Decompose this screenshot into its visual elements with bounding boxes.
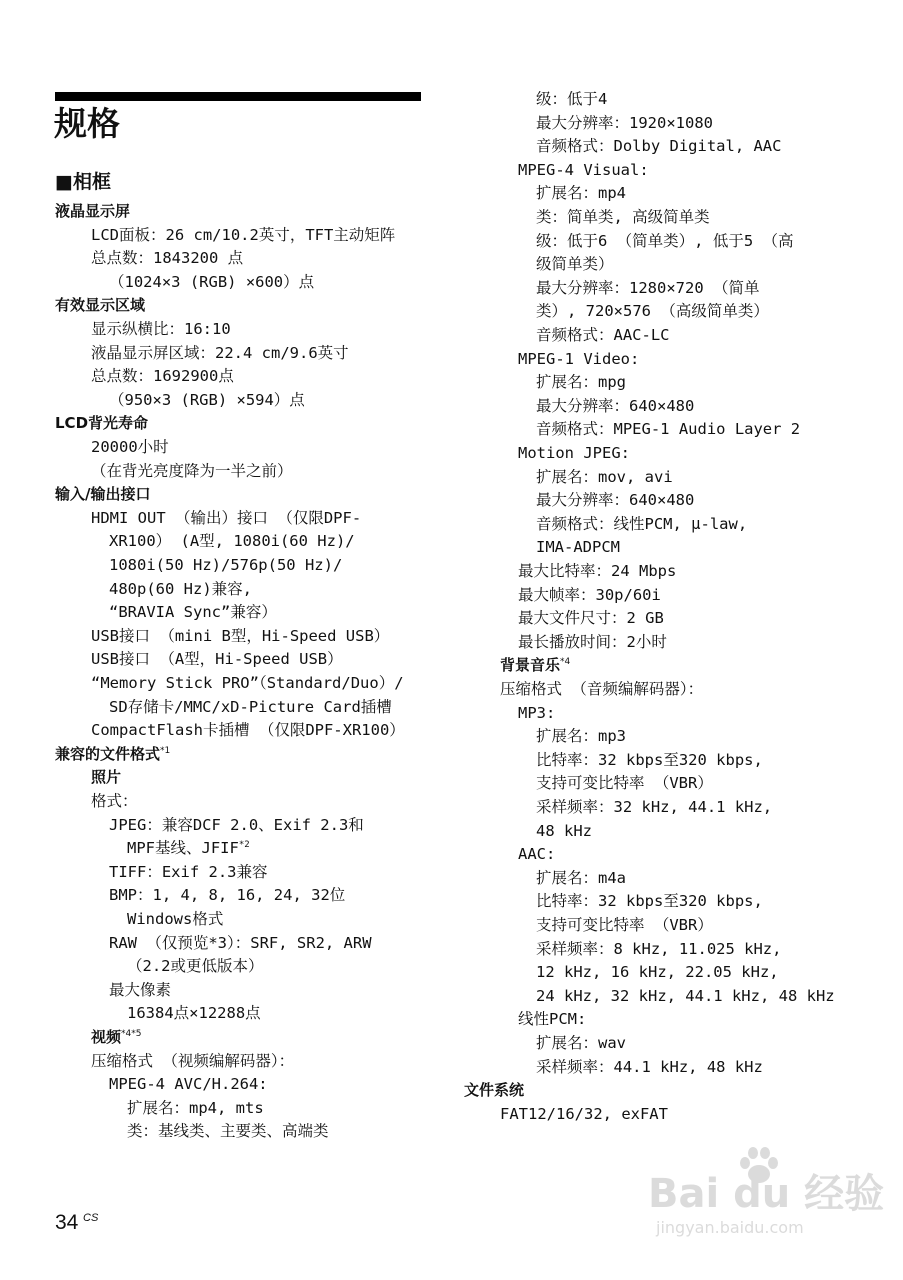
spec-line bbox=[91, 790, 138, 812]
spec-line bbox=[536, 1056, 763, 1078]
spec-text: 液晶显示屏区域：22.4 cm/9.6英寸 bbox=[91, 343, 349, 362]
spec-line bbox=[518, 702, 555, 724]
spec-line bbox=[536, 725, 626, 747]
spec-line bbox=[127, 837, 250, 859]
spec-text: ■相框 bbox=[55, 171, 111, 193]
spec-text: Windows格式 bbox=[127, 910, 224, 928]
spec-line bbox=[518, 631, 667, 653]
spec-heading bbox=[55, 743, 170, 765]
spec-line bbox=[536, 371, 626, 393]
spec-line bbox=[91, 1050, 294, 1072]
spec-line bbox=[518, 607, 664, 629]
spec-text: 最大分辨率：1920×1080 bbox=[536, 113, 713, 132]
spec-line bbox=[518, 1008, 586, 1030]
spec-subheading bbox=[91, 1026, 141, 1048]
spec-text: 音频格式：MPEG-1 Audio Layer 2 bbox=[536, 420, 801, 439]
spec-line bbox=[518, 584, 661, 606]
spec-line bbox=[500, 1103, 668, 1125]
spec-text: 类：简单类, 高级简单类 bbox=[536, 208, 710, 226]
spec-text: “BRAVIA Sync”兼容） bbox=[109, 603, 277, 622]
spec-text: LCD背光寿命 bbox=[55, 414, 149, 433]
spec-line bbox=[127, 955, 264, 977]
spec-text: 扩展名：mp4, mts bbox=[127, 1098, 264, 1117]
spec-line bbox=[109, 861, 267, 883]
spec-text: 1080i(50 Hz)/576p(50 Hz)/ bbox=[109, 556, 343, 574]
spec-line bbox=[518, 348, 639, 370]
spec-text: 总点数：1692900点 bbox=[91, 367, 234, 386]
spec-text: 最大文件尺寸：2 GB bbox=[518, 609, 664, 628]
spec-line bbox=[536, 536, 620, 558]
spec-text: USB接口 （A型，Hi-Speed USB） bbox=[91, 650, 343, 669]
spec-line bbox=[536, 489, 694, 511]
spec-line bbox=[109, 884, 345, 906]
spec-line bbox=[536, 985, 835, 1007]
spec-line bbox=[500, 678, 703, 700]
spec-line bbox=[536, 206, 710, 228]
page-language-code: CS bbox=[83, 1212, 99, 1224]
spec-text: 扩展名：mpg bbox=[536, 373, 626, 392]
spec-line bbox=[91, 224, 395, 246]
spec-line bbox=[91, 460, 293, 482]
spec-line bbox=[536, 820, 592, 842]
spec-text: 比特率：32 kbps至320 kbps, bbox=[536, 892, 763, 911]
spec-line bbox=[109, 814, 364, 836]
spec-line bbox=[91, 507, 361, 529]
spec-text: 背景音乐 bbox=[500, 656, 561, 675]
spec-line bbox=[518, 560, 676, 582]
spec-text: FAT12/16/32, exFAT bbox=[500, 1104, 668, 1123]
spec-line bbox=[109, 1073, 268, 1095]
spec-text: MPEG-1 Video: bbox=[518, 349, 640, 368]
spec-line bbox=[109, 271, 314, 293]
spec-text: 支持可变比特率 （VBR） bbox=[536, 774, 713, 793]
spec-text: 16384点×12288点 bbox=[127, 1004, 261, 1023]
spec-text: （950×3 (RGB) ×594）点 bbox=[109, 390, 305, 409]
spec-text: 兼容的文件格式 bbox=[55, 744, 161, 763]
spec-text: 线性PCM: bbox=[518, 1010, 587, 1029]
spec-text: Motion JPEG: bbox=[518, 444, 630, 462]
spec-line bbox=[127, 1097, 264, 1119]
spec-text: MPEG-4 AVC/H.264: bbox=[109, 1075, 268, 1094]
spec-text: 输入/输出接口 bbox=[55, 485, 151, 504]
spec-heading bbox=[55, 294, 145, 316]
spec-text: 级简单类） bbox=[536, 255, 614, 274]
spec-line bbox=[91, 672, 404, 694]
spec-text: 扩展名：mp4 bbox=[536, 184, 626, 203]
spec-line bbox=[127, 908, 223, 930]
spec-line bbox=[91, 365, 234, 387]
spec-line bbox=[109, 530, 355, 552]
spec-text: 最大分辨率：640×480 bbox=[536, 491, 695, 510]
spec-line bbox=[536, 277, 760, 299]
spec-text: 最大分辨率：1280×720 （简单 bbox=[536, 278, 760, 297]
spec-line bbox=[91, 436, 169, 458]
footnote-marker: *4 bbox=[560, 657, 571, 668]
spec-line bbox=[518, 159, 649, 181]
spec-line bbox=[109, 696, 392, 718]
spec-line bbox=[109, 554, 342, 576]
spec-text: AAC: bbox=[518, 845, 556, 864]
spec-subheading bbox=[91, 766, 121, 788]
spec-line bbox=[91, 318, 231, 340]
spec-line bbox=[536, 135, 781, 157]
spec-line bbox=[536, 466, 673, 488]
spec-text: 压缩格式 （视频编解码器）： bbox=[91, 1051, 295, 1070]
spec-text: 扩展名：mov, avi bbox=[536, 467, 673, 486]
spec-text: SD存储卡/MMC/xD-Picture Card插槽 bbox=[109, 697, 392, 716]
spec-text: 48 kHz bbox=[536, 821, 592, 840]
spec-text: 音频格式：线性PCM, μ-law, bbox=[536, 514, 748, 533]
spec-line bbox=[536, 182, 626, 204]
spec-heading bbox=[55, 200, 130, 222]
spec-text: 最大分辨率：640×480 bbox=[536, 396, 695, 415]
spec-line bbox=[127, 1120, 329, 1142]
spec-heading bbox=[464, 1079, 524, 1101]
spec-line bbox=[109, 932, 372, 954]
spec-line bbox=[109, 578, 252, 600]
spec-text: 12 kHz, 16 kHz, 22.05 kHz, bbox=[536, 963, 779, 982]
spec-line bbox=[536, 772, 713, 794]
spec-line bbox=[536, 749, 763, 771]
spec-text: HDMI OUT （输出）接口 （仅限DPF- bbox=[91, 508, 362, 527]
spec-text: 最大像素 bbox=[109, 980, 172, 999]
spec-text: 比特率：32 kbps至320 kbps, bbox=[536, 750, 763, 769]
spec-text: 总点数：1843200 点 bbox=[91, 249, 244, 268]
spec-heading bbox=[55, 483, 150, 505]
spec-text: TIFF：Exif 2.3兼容 bbox=[109, 862, 268, 881]
spec-text: XR100） (A型, 1080i(60 Hz)/ bbox=[109, 532, 355, 551]
spec-line bbox=[536, 961, 779, 983]
spec-text: 照片 bbox=[91, 768, 122, 787]
spec-line bbox=[91, 342, 349, 364]
spec-line bbox=[91, 625, 389, 647]
spec-text: 级：低于6 （简单类）, 低于5 （高 bbox=[536, 231, 794, 250]
spec-text: 最长播放时间：2小时 bbox=[518, 632, 667, 651]
baidu-jingyan-watermark bbox=[648, 1146, 885, 1266]
spec-text: 最大比特率：24 Mbps bbox=[518, 562, 677, 580]
spec-text: （2.2或更低版本） bbox=[127, 957, 264, 976]
spec-text: JPEG：兼容DCF 2.0、Exif 2.3和 bbox=[109, 815, 364, 834]
spec-text: 采样频率：44.1 kHz, 48 kHz bbox=[536, 1057, 763, 1076]
spec-line bbox=[536, 300, 769, 322]
spec-line bbox=[109, 389, 305, 411]
spec-text: MP3: bbox=[518, 703, 556, 722]
spec-text: 类）, 720×576 （高级简单类） bbox=[536, 302, 769, 321]
spec-text: MPF基线、JFIF bbox=[127, 839, 239, 858]
spec-text: 压缩格式 （音频编解码器）： bbox=[500, 680, 704, 698]
spec-line bbox=[536, 418, 800, 440]
footnote-marker: *2 bbox=[238, 840, 250, 851]
spec-line bbox=[536, 253, 614, 275]
spec-text: LCD面板：26 cm/10.2英寸，TFT主动矩阵 bbox=[91, 225, 396, 244]
spec-text: （1024×3 (RGB) ×600）点 bbox=[109, 272, 315, 291]
spec-text: 扩展名：mp3 bbox=[536, 727, 626, 746]
spec-text: 支持可变比特率 （VBR） bbox=[536, 916, 713, 934]
spec-text: （在背光亮度降为一半之前） bbox=[91, 461, 293, 480]
spec-line bbox=[536, 395, 694, 417]
spec-line bbox=[536, 1032, 626, 1054]
spec-text: 扩展名：m4a bbox=[536, 868, 626, 887]
spec-text: “Memory Stick PRO”（Standard/Duo）/ bbox=[91, 674, 404, 692]
spec-text: 最大帧率：30p/60i bbox=[518, 585, 661, 604]
spec-text: 24 kHz, 32 kHz, 44.1 kHz, 48 kHz bbox=[536, 986, 835, 1005]
spec-line bbox=[536, 112, 713, 134]
spec-line bbox=[91, 648, 343, 670]
spec-text: 视频 bbox=[91, 1028, 122, 1046]
spec-text: 音频格式：AAC-LC bbox=[536, 326, 670, 344]
spec-line bbox=[91, 247, 243, 269]
spec-line bbox=[536, 513, 747, 535]
spec-text: 扩展名：wav bbox=[536, 1034, 626, 1052]
spec-text: CompactFlash卡插槽 （仅限DPF-XR100） bbox=[91, 721, 405, 740]
spec-text: 有效显示区域 bbox=[55, 296, 146, 315]
spec-line bbox=[109, 979, 171, 1001]
spec-text: 级：低于4 bbox=[536, 90, 608, 108]
spec-text: 显示纵横比：16:10 bbox=[91, 320, 231, 338]
spec-line bbox=[536, 890, 763, 912]
spec-text: 采样频率：8 kHz, 11.025 kHz, bbox=[536, 939, 782, 958]
spec-line bbox=[127, 1002, 261, 1024]
spec-text: BMP：1, 4, 8, 16, 24, 32位 bbox=[109, 886, 346, 905]
spec-text: 液晶显示屏 bbox=[55, 202, 131, 220]
spec-text: 格式： bbox=[91, 792, 138, 810]
spec-line bbox=[536, 796, 772, 818]
spec-line bbox=[536, 914, 713, 936]
spec-text: 音频格式：Dolby Digital, AAC bbox=[536, 137, 782, 156]
spec-text: 采样频率：32 kHz, 44.1 kHz, bbox=[536, 798, 773, 816]
spec-subheading bbox=[500, 654, 570, 676]
spec-text: 文件系统 bbox=[464, 1081, 525, 1100]
spec-line bbox=[109, 601, 277, 623]
spec-line bbox=[536, 867, 626, 889]
spec-text: 480p(60 Hz)兼容, bbox=[109, 579, 252, 598]
spec-line bbox=[518, 843, 555, 865]
spec-text: 类：基线类、主要类、高端类 bbox=[127, 1122, 329, 1141]
watermark-url: jingyan.baidu.com bbox=[656, 1218, 804, 1237]
spec-text: MPEG-4 Visual: bbox=[518, 160, 649, 179]
footnote-marker: *4*5 bbox=[121, 1029, 142, 1039]
title-rule bbox=[55, 92, 421, 101]
spec-line bbox=[91, 719, 405, 741]
watermark-logo-text: Bai du 经验 bbox=[648, 1171, 885, 1217]
footnote-marker: *1 bbox=[160, 745, 171, 756]
page-title: 规格 bbox=[54, 104, 120, 143]
section-heading bbox=[55, 170, 111, 194]
spec-text: RAW （仅预览*3）：SRF, SR2, ARW bbox=[109, 933, 372, 952]
spec-heading bbox=[55, 412, 148, 434]
spec-line bbox=[536, 938, 781, 960]
spec-line bbox=[536, 88, 607, 110]
spec-line bbox=[518, 442, 630, 464]
spec-text: IMA-ADPCM bbox=[536, 538, 620, 557]
spec-text: 20000小时 bbox=[91, 438, 169, 456]
spec-line bbox=[536, 230, 794, 252]
spec-line bbox=[536, 324, 670, 346]
page-number: 34 bbox=[55, 1211, 79, 1234]
spec-text: USB接口 （mini B型，Hi-Speed USB） bbox=[91, 626, 390, 645]
